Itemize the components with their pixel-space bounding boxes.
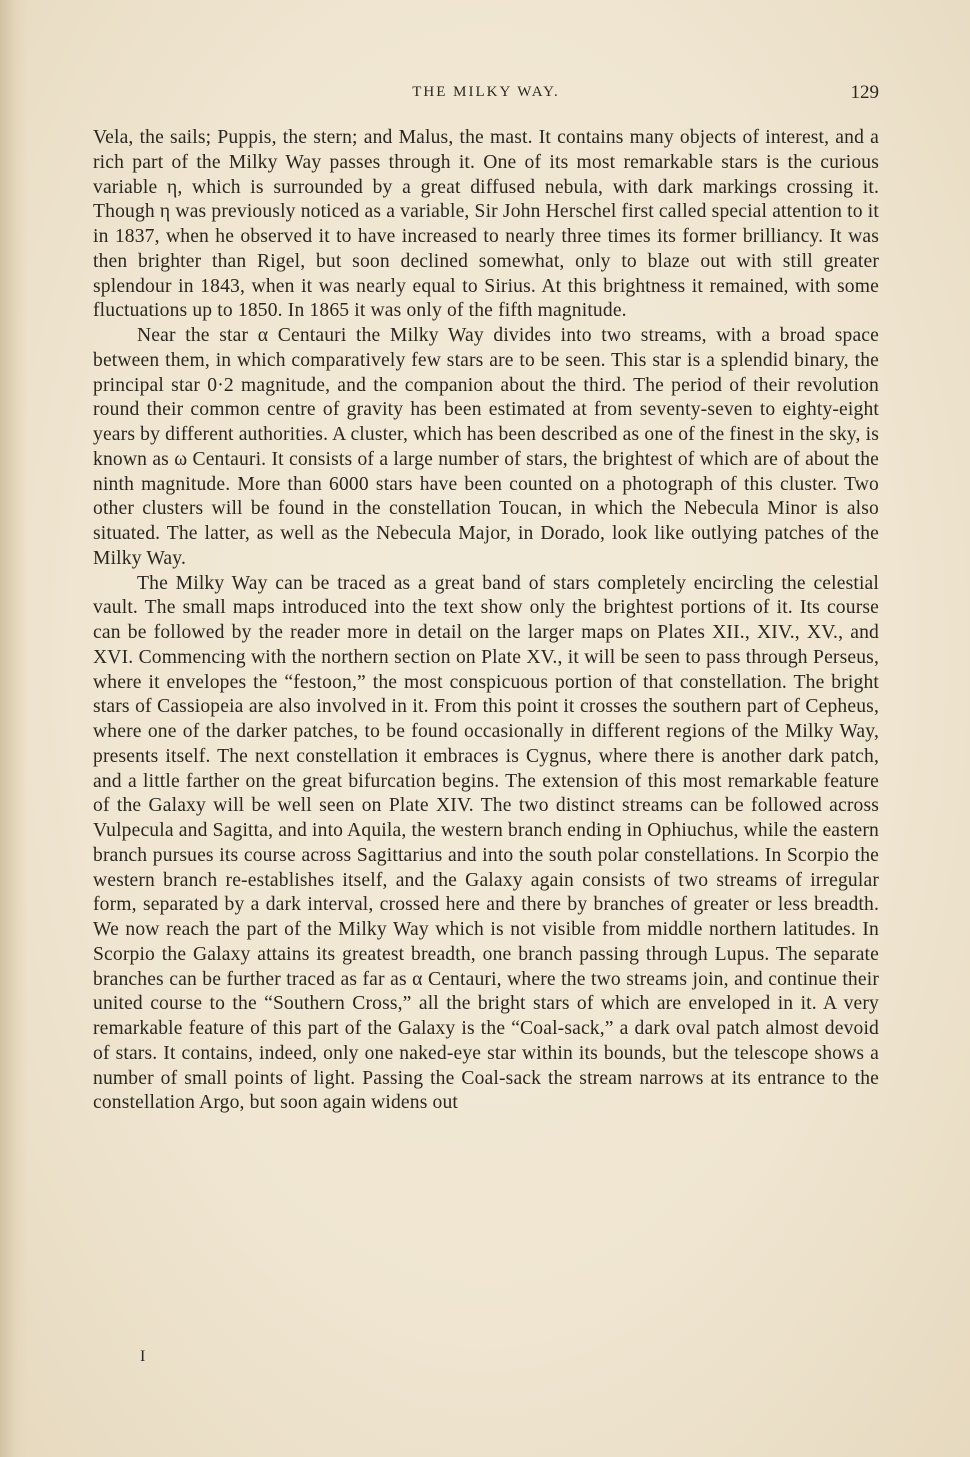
paragraph-1: Vela, the sails; Puppis, the stern; and Malus, the mast. It contains many objects of interest, and a rich part of the Milky Way passes through it. One of its most remarkable stars is the curious variable η, which is surrounded by a great diffused nebula, with dark markings crossing it. Though η was previously noticed as a variable, Sir John Herschel first called special attention to it in 1837, when he observed it to have increased to nearly three times its former brilliancy. It was then brighter than Rigel, but soon declined somewhat, only to blaze out with still greater splendour in 1843, when it was nearly equal to Sirius. At this brightness it remained, with some fluctuations up to 1850. In 1865 it was only of the fifth magnitude. [93, 127, 879, 322]
binding-gutter-shadow [0, 0, 28, 1457]
running-head [93, 82, 879, 106]
page-number: 129 [850, 82, 879, 103]
body-text [93, 126, 879, 1116]
running-title: THE MILKY WAY. [412, 84, 560, 100]
paragraph-3: The Milky Way can be traced as a great band of stars completely encircling the celestial vault. The small maps introduced into the text show only the brightest portions of it. Its course can be followed by the reader more in detail on the larger maps on Plates XII., XIV., XV., and XVI. Commencing with the northern section on Plate XV., it will be seen to pass through Perseus, where it envelopes the “festoon,” the most conspicuous portion of that constellation. The bright stars of Cassiopeia are also involved in it. From this point it crosses the southern part of Cepheus, where one of the darker patches, to be found occasionally in different regions of the Milky Way, presents itself. The next constellation it embraces is Cygnus, where there is another dark patch, and a little farther on the great bifurcation begins. The extension of this most remarkable feature of the Galaxy will be well seen on Plate XIV. The two distinct streams can be followed across Vulpecula and Sagitta, and into Aquila, the western branch ending in Ophiuchus, while the eastern branch pursues its course across Sagittarius and into the south polar constellations. In Scorpio the western branch re-establishes itself, and the Galaxy again consists of two streams of irregular form, separated by a dark interval, crossed here and there by branches of greater or less breadth. We now reach the part of the Milky Way which is not visible from middle northern latitudes. In Scorpio the Galaxy attains its greatest breadth, one branch passing through Lupus. The separate branches can be further traced as far as α Centauri, where the two streams join, and continue their united course to the “Southern Cross,” all the bright stars of which are enveloped in it. A very remarkable feature of this part of the Galaxy is the “Coal-sack,” a dark oval patch almost devoid of stars. It contains, indeed, only one naked-eye star within its bounds, but the telescope shows a number of small points of light. Passing the Coal-sack the stream narrows at its entrance to the constellation Argo, but soon again widens out [93, 572, 879, 1114]
signature-mark: I [140, 1348, 146, 1365]
paragraph-2: Near the star α Centauri the Milky Way divides into two streams, with a broad space between them, in which comparatively few stars are to be seen. This star is a splendid binary, the principal star 0·2 magnitude, and the companion about the third. The period of their revolution round their common centre of gravity has been estimated at from seventy-seven to eighty-eight years by different authorities. A cluster, which has been described as one of the finest in the sky, is known as ω Centauri. It consists of a large number of stars, the brightest of which are of about the ninth magnitude. More than 6000 stars have been counted on a photograph of this cluster. Two other clusters will be found in the constellation Toucan, in which the Nebecula Minor is also situated. The latter, as well as the Nebecula Major, in Dorado, look like outlying patches of the Milky Way. [93, 325, 879, 569]
